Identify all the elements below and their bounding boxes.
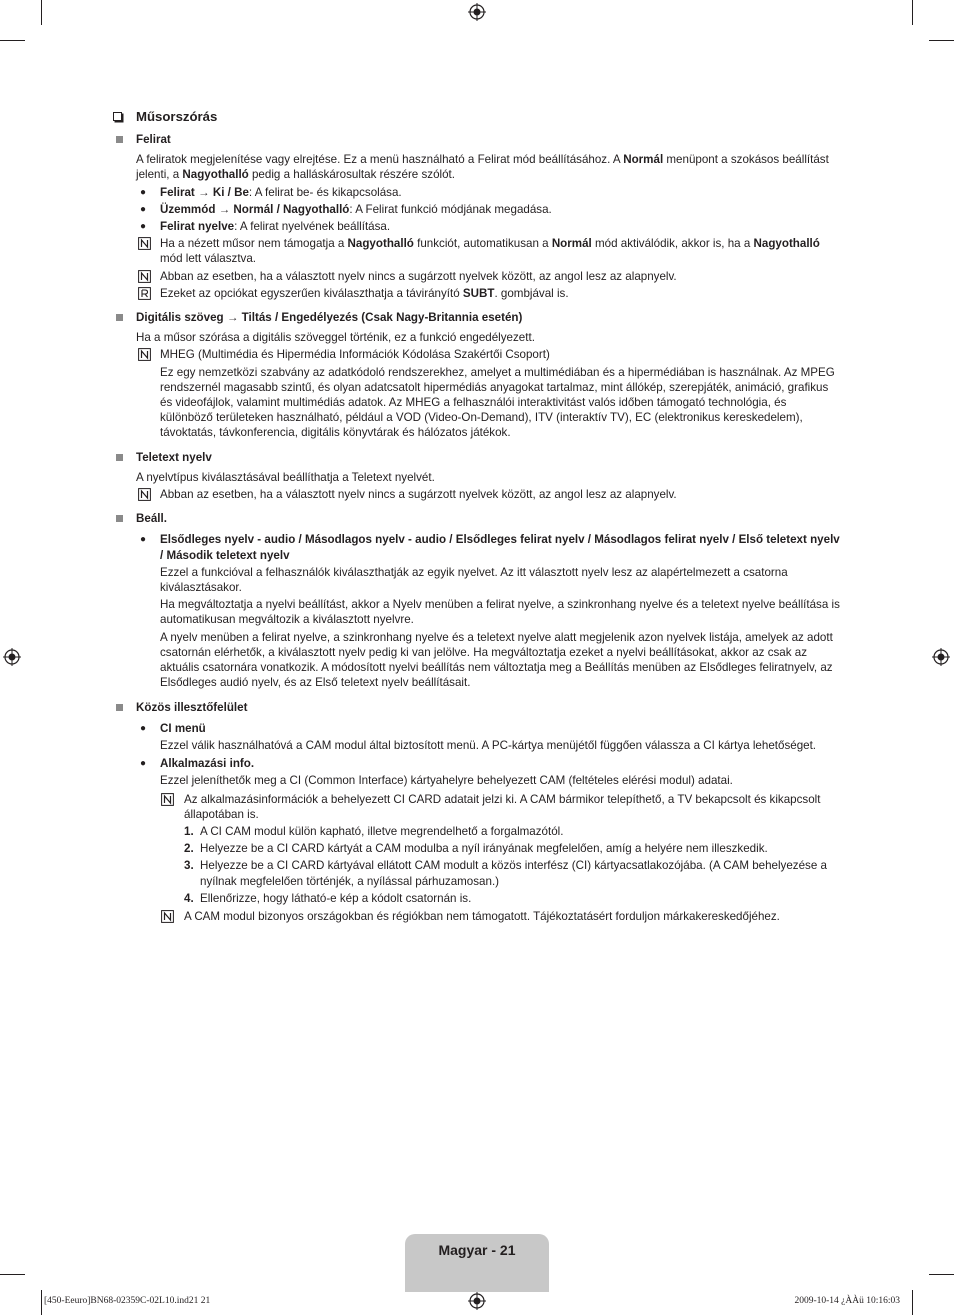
page-number: Magyar - 21 (438, 1242, 516, 1258)
numbered-step: 4. Ellenőrizze, hogy látható-e kép a kódolt csatornán is. (184, 891, 472, 905)
registration-mark-icon (932, 648, 950, 666)
print-slug-left: [450-Eeuro]BN68-02359C-02L10.ind21 21 (44, 1296, 211, 1306)
subsection-heading-teletext: Teletext nyelv (110, 450, 840, 465)
numbered-step: 2. Helyezze be a CI CARD kártyát a CAM modulba a nyíl irányának megfelelően, amíg a helyére nem illeszkedik. (184, 842, 768, 856)
subsection-heading-digital-text: Digitális szöveg → Tiltás / Engedélyezés (Csak Nagy-Britannia esetén) (110, 310, 840, 325)
note-icon (161, 910, 174, 923)
note-item: MHEG (Multimédia és Hipermédia Információk Kódolása Szakértői Csoport) (110, 347, 840, 362)
bullet-dot-icon: ● (140, 758, 147, 770)
note-icon (138, 348, 151, 361)
ci-menu-text: Ezzel válik használhatóvá a CAM modul által biztosított menü. A PC-kártya menüjétől függően válassza a CI kártya lehetőséget. (160, 738, 817, 752)
subsection-heading-felirat: Felirat (110, 132, 840, 147)
subsection-heading-ci: Közös illesztőfelület (110, 700, 840, 715)
settings-paragraph: Ha megváltoztatja a nyelvi beállítást, akkor a Nyelv menüben a felirat nyelve, a szinkronhang nyelve és a teletext nyelve beállítása is automatikusan megváltozik a kiválasztott nyelvre. (160, 598, 840, 627)
square-bullet-icon (116, 136, 123, 143)
settings-paragraph: A nyelv menüben a felirat nyelve, a szinkronhang nyelve és a teletext nyelve alatt megjelenik azon nyelvek listája, amelyek az adott csatornán elérhetők, a kiválasztott nyelv pedig ki van jelölve. Ha megváltoztatja ezeket a nyelvi beállításokat, akkor az csak az aktuális csatornára vonatkozik. A módosított nyelvi beállítás nem változtatja meg a Beállítás menüben az Elsődleges feliratnyelv, az Elsődleges audió nyelv, és az Első teletext nyelv beállításait. (160, 630, 833, 690)
note-item: Abban az esetben, ha a választott nyelv nincs a sugárzott nyelvek között, az angol lesz az alapnyelv. (110, 269, 840, 284)
bullet-item: ● Felirat → Ki / Be: A felirat be- és kikapcsolása. (140, 185, 402, 199)
note-item: Az alkalmazásinformációk a behelyezett CI CARD adatait jelzi ki. A CAM bármikor telepíthető, a TV bekapcsolt és kikapcsolt állapotában is. (110, 792, 840, 822)
subsection-heading-settings: Beáll. (110, 511, 840, 526)
numbered-step: 3. Helyezze be a CI CARD kártyával ellátott CAM modult a közös interfész (CI) kártyacsatlakozójába. (A CAM behelyezése a nyílnak megfelelően történjék, a nyílással párhuzamosan.) (184, 859, 827, 888)
bullet-dot-icon: ● (140, 534, 147, 546)
crop-mark (929, 40, 954, 41)
felirat-intro: A feliratok megjelenítése vagy elrejtése. Ez a menü használható a Felirat mód beállításához. A Normál menüpont a szokásos beállítást jelenti, a Nagyothalló pedig a halláskárosultak részére szólót. (136, 153, 829, 182)
crop-mark (41, 0, 42, 25)
square-bullet-icon (116, 704, 123, 711)
crop-mark (912, 0, 913, 25)
crop-mark (0, 40, 25, 41)
digital-text-body: Ez egy nemzetközi szabvány az adatkódoló rendszerekhez, amelyet a multimédiában és a hipermédiában is használnak. Az MPEG rendszernél magasabb szintű, és olyan adatcsatolt hipermédiás anyagokat tartalmaz, mint állókép, szerepjáték, animáció, grafikus és videofájlok, valamint multimédiás adatok. Az MHEG a felhasználói interaktivitást valós időben támogató technológia, és különböző területeken használható, például a VOD (Video-On-Demand), ITV (interaktív TV), EC (elektronikus kereskedelem), távoktatás, távkonferencia, digitális könyvtárak és hálózatos játékok. (160, 365, 835, 440)
crop-mark (929, 1274, 954, 1275)
bullet-item: ● Felirat nyelve: A felirat nyelvének beállítása. (140, 220, 391, 234)
bullet-item: ● CI menü (140, 721, 206, 735)
section-title: Műsorszórás (110, 108, 840, 125)
print-slug-right: 2009-10-14 ¿ÀÀü 10:16:03 (794, 1296, 900, 1306)
note-item: Ha a nézett műsor nem támogatja a Nagyothalló funkciót, automatikusan a Normál mód aktiválódik, akkor is, ha a Nagyothalló mód lett választva. (110, 236, 840, 266)
registration-mark-icon (468, 1292, 486, 1310)
note-icon (161, 793, 174, 806)
note-icon (138, 488, 151, 501)
crop-mark (0, 1274, 25, 1275)
bullet-dot-icon: ● (140, 221, 147, 233)
bullet-item: ● Üzemmód → Normál / Nagyothalló: A Felirat funkció módjának megadása. (140, 202, 552, 216)
crop-mark (41, 1290, 42, 1315)
remote-control-icon (138, 287, 151, 300)
settings-paragraph: Ezzel a funkcióval a felhasználók kiválaszthatják az egyik nyelvet. Az itt választott nyelv lesz az alapértelmezett a csatorna kiválasztásakor. (160, 565, 788, 595)
numbered-step: 1. A CI CAM modul külön kapható, illetve megrendelhető a forgalmazótól. (184, 824, 564, 838)
note-item: A CAM modul bizonyos országokban és régiókban nem támogatott. Tájékoztatásért forduljon márkakereskedőjéhez. (110, 909, 840, 924)
teletext-intro: A nyelvtípus kiválasztásával beállíthatja a Teletext nyelvét. (136, 470, 435, 484)
bullet-item: ● Alkalmazási info. (140, 757, 255, 771)
square-bullet-icon (116, 515, 123, 522)
bullet-item: ● Elsődleges nyelv - audio / Másodlagos nyelv - audio / Elsődleges felirat nyelv / Másodlagos felirat nyelv / Első teletext nyelv / Második teletext nyelv (140, 533, 840, 562)
bullet-dot-icon: ● (140, 203, 147, 215)
registration-mark-icon (3, 648, 21, 666)
registration-mark-icon (468, 3, 486, 21)
note-item: Abban az esetben, ha a választott nyelv nincs a sugárzott nyelvek között, az angol lesz az alapnyelv. (110, 487, 840, 502)
page-content (110, 108, 840, 924)
note-icon (138, 270, 151, 283)
remote-note-item: Ezeket az opciókat egyszerűen kiválaszthatja a távirányító SUBT. gombjával is. (110, 286, 840, 301)
checkbox-bullet-icon (113, 112, 122, 121)
note-icon (138, 237, 151, 250)
square-bullet-icon (116, 454, 123, 461)
digital-text-intro: Ha a műsor szórása a digitális szöveggel történik, ez a funkció engedélyezett. (136, 331, 535, 345)
square-bullet-icon (116, 314, 123, 321)
bullet-dot-icon: ● (140, 722, 147, 734)
ci-app-text: Ezzel jeleníthetők meg a CI (Common Interface) kártyahelyre behelyezett CAM (feltételes elérési modul) adatai. (160, 774, 733, 788)
bullet-dot-icon: ● (140, 186, 147, 198)
crop-mark (912, 1290, 913, 1315)
